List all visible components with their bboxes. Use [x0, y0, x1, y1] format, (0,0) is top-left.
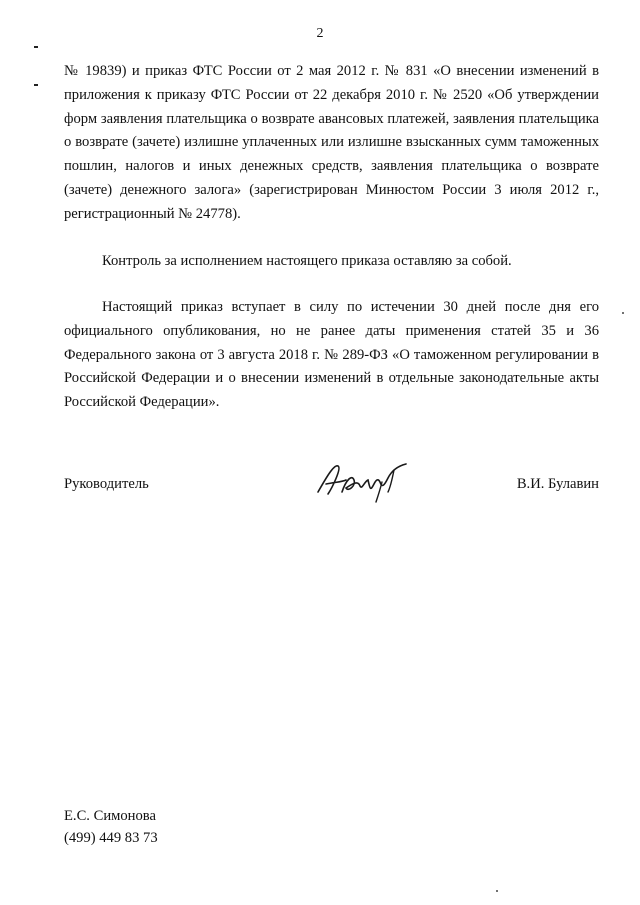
- executor-block: [64, 805, 158, 849]
- paragraph-effective-date: Настоящий приказ вступает в силу по истечении 30 дней после дня его официального опубликования, но не ранее даты применения статей 35 и 36 Федерального закона от 3 августа 2018 г. № 289-ФЗ «О таможенном регулировании в Российской Федерации и о внесении изменений в отдельные законодательные акты Российской Федерации».: [64, 299, 599, 411]
- scan-speck: [622, 312, 624, 314]
- page-number: 2: [316, 26, 324, 41]
- margin-mark: [34, 46, 38, 48]
- signatory-title: Руководитель: [64, 476, 149, 492]
- executor-phone: (499) 449 83 73: [64, 830, 158, 846]
- signatory-name: В.И. Булавин: [516, 476, 599, 492]
- signature-block: [64, 476, 599, 516]
- paragraph-control: Контроль за исполнением настоящего приказа оставляю за собой.: [102, 253, 512, 269]
- handwritten-signature: [312, 458, 412, 506]
- executor-name: Е.С. Симонова: [64, 808, 156, 824]
- scan-speck: [496, 890, 498, 892]
- paragraph-continuation: № 19839) и приказ ФТС России от 2 мая 2012 г. № 831 «О внесении изменений в приложения к приказу ФТС России от 22 декабря 2010 г. № 2520 «Об утверждении форм заявления плательщика о возврате авансовых платежей, заявления плательщика о возврате (зачете) излишне уплаченных или излишне взысканных сумм таможенных пошлин, налогов и иных денежных средств, заявления плательщика о возврате (зачете) денежного залога» (зарегистрирован Минюстом России 3 июля 2012 г., регистрационный № 24778).: [64, 63, 599, 222]
- margin-mark: [34, 84, 38, 86]
